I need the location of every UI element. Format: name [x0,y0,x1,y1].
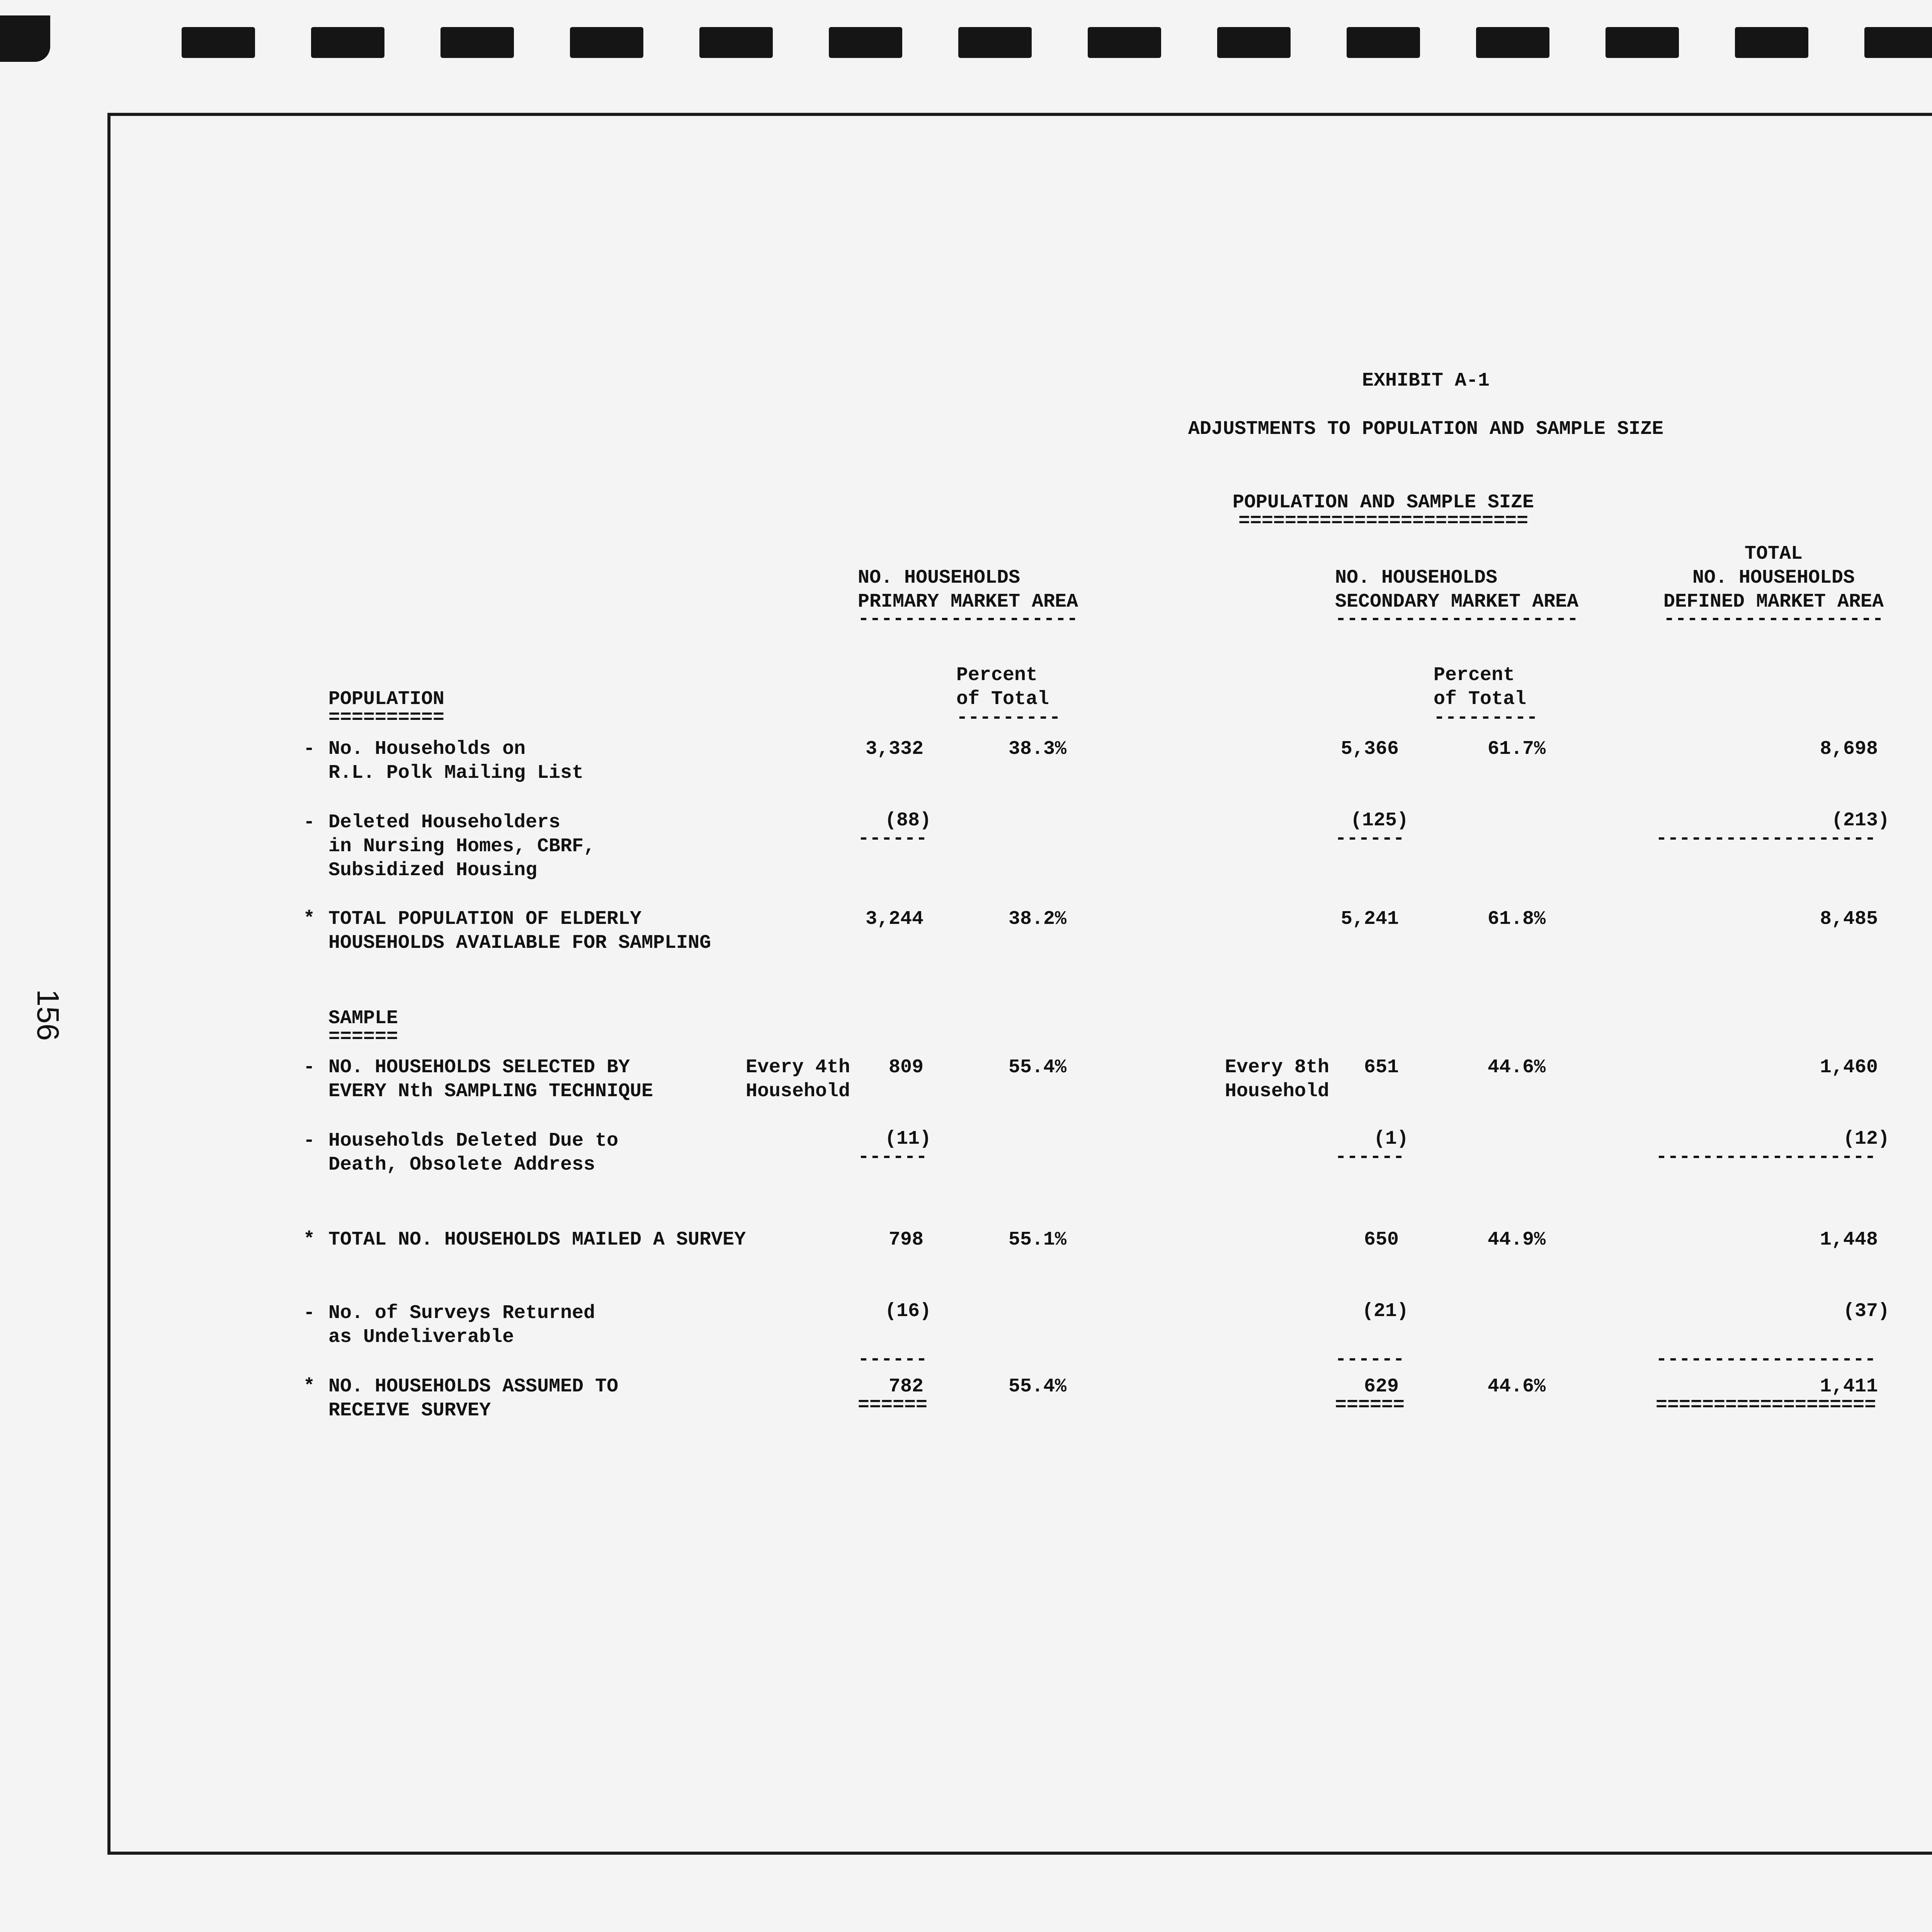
primary-value: 3,244 [865,908,923,930]
primary-percent: 55.4% [1008,1376,1066,1398]
row-label: RECEIVE SURVEY [328,1400,491,1422]
primary-header-rule: ------------------- [858,608,1078,630]
row-label: TOTAL NO. HOUSEHOLDS MAILED A SURVEY [328,1229,746,1251]
total-value: (37) [1843,1300,1889,1322]
row-label: HOUSEHOLDS AVAILABLE FOR SAMPLING [328,932,711,954]
row-marker: - [303,811,315,833]
population-heading: POPULATION [328,688,445,710]
row-label: Households Deleted Due to [328,1130,619,1152]
row-label: Death, Obsolete Address [328,1154,595,1176]
total-value: (213) [1831,810,1889,832]
perforation-hole [1217,27,1291,58]
perforation-hole [311,27,384,58]
secondary-value: 5,241 [1340,908,1399,930]
secondary-sampling-note: Household [1225,1080,1330,1102]
total-rule: ------------------- [1656,1349,1876,1371]
perforation-hole [699,27,773,58]
row-marker: * [303,1229,315,1251]
primary-percent: 38.3% [1008,738,1066,760]
secondary-rule: ------ [1335,828,1405,850]
secondary-value: 5,366 [1340,738,1399,760]
primary-percent-header1: Percent [956,664,1038,686]
total-rule: ------------------- [1656,1146,1876,1168]
perforation-hole [1864,27,1932,58]
perforation-hole [440,27,514,58]
perforation-hole [829,27,902,58]
secondary-sampling-note: Every 8th [1225,1056,1330,1078]
row-label: as Undeliverable [328,1326,514,1348]
row-label: in Nursing Homes, CBRF, [328,835,595,857]
section-title-underline: ========================= [1238,510,1529,532]
population-heading-underline: ========== [328,707,445,729]
secondary-value: 650 [1364,1229,1399,1251]
row-marker: - [303,738,315,760]
perforation-hole [1605,27,1679,58]
primary-sampling-note: Household [746,1080,850,1102]
secondary-value: (1) [1373,1128,1408,1150]
exhibit-title: EXHIBIT A-1 [1362,370,1490,392]
row-label: No. of Surveys Returned [328,1302,595,1324]
primary-rule: ------ [858,1146,928,1168]
secondary-header-rule: --------------------- [1335,608,1579,630]
total-header-line2: NO. HOUSEHOLDS [1692,567,1855,589]
total-header-rule: ------------------- [1663,608,1884,630]
row-label: NO. HOUSEHOLDS SELECTED BY [328,1056,630,1078]
perforation-hole [958,27,1032,58]
row-label: No. Households on [328,738,526,760]
row-marker: * [303,1376,315,1398]
secondary-percent-header1: Percent [1434,664,1515,686]
perforation-hole [1476,27,1549,58]
page-frame [107,113,1932,1855]
primary-percent: 55.1% [1008,1229,1066,1251]
primary-rule: ------ [858,1349,928,1371]
row-label: EVERY Nth SAMPLING TECHNIQUE [328,1080,653,1102]
row-label: R.L. Polk Mailing List [328,762,584,784]
row-marker: - [303,1302,315,1324]
primary-percent: 55.4% [1008,1056,1066,1078]
total-header-line3: DEFINED MARKET AREA [1663,591,1884,613]
perforation-hole [570,27,643,58]
secondary-percent-header2: of Total [1434,688,1527,710]
total-value: 8,485 [1820,908,1878,930]
secondary-rule: ------ [1335,1349,1405,1371]
primary-value: (16) [884,1300,931,1322]
secondary-header-line1: NO. HOUSEHOLDS [1335,567,1498,589]
total-double-rule: =================== [1656,1394,1876,1416]
perforation-hole [1347,27,1420,58]
primary-percent-header2: of Total [956,688,1049,710]
primary-value: (11) [884,1128,931,1150]
page-corner-mark [0,15,50,62]
primary-value: 782 [888,1376,923,1398]
secondary-value: 629 [1364,1376,1399,1398]
row-marker: * [303,908,315,930]
primary-value: 3,332 [865,738,923,760]
row-marker: - [303,1130,315,1152]
primary-percent-rule: --------- [956,707,1061,729]
primary-rule: ------ [858,828,928,850]
secondary-value: (21) [1362,1300,1408,1322]
primary-percent: 38.2% [1008,908,1066,930]
row-label: Subsidized Housing [328,859,537,881]
sample-heading: SAMPLE [328,1007,398,1029]
primary-value: 798 [888,1229,923,1251]
secondary-percent: 44.6% [1487,1056,1546,1078]
secondary-percent: 44.6% [1487,1376,1546,1398]
primary-value: 809 [888,1056,923,1078]
primary-double-rule: ====== [858,1394,928,1416]
row-label: NO. HOUSEHOLDS ASSUMED TO [328,1376,619,1398]
perforation-hole [1088,27,1161,58]
row-marker: - [303,1056,315,1078]
sample-heading-underline: ====== [328,1026,398,1048]
row-label: TOTAL POPULATION OF ELDERLY [328,908,642,930]
total-header-line1: TOTAL [1744,543,1803,565]
primary-sampling-note: Every 4th [746,1056,850,1078]
secondary-percent-rule: --------- [1434,707,1538,729]
secondary-percent: 61.8% [1487,908,1546,930]
total-value: 1,448 [1820,1229,1878,1251]
row-label: Deleted Householders [328,811,561,833]
total-value: (12) [1843,1128,1889,1150]
document-subtitle: ADJUSTMENTS TO POPULATION AND SAMPLE SIZE [1188,418,1664,440]
perforation-hole [182,27,255,58]
perforation-hole [1735,27,1808,58]
total-value: 1,460 [1820,1056,1878,1078]
total-rule: ------------------- [1656,828,1876,850]
page-number: 156 [31,989,65,1041]
secondary-value: (125) [1350,810,1408,832]
secondary-double-rule: ====== [1335,1394,1405,1416]
secondary-header-line2: SECONDARY MARKET AREA [1335,591,1579,613]
secondary-percent: 61.7% [1487,738,1546,760]
primary-value: (88) [884,810,931,832]
secondary-value: 651 [1364,1056,1399,1078]
section-title: POPULATION AND SAMPLE SIZE [1232,492,1534,514]
primary-header-line1: NO. HOUSEHOLDS [858,567,1020,589]
total-value: 1,411 [1820,1376,1878,1398]
primary-header-line2: PRIMARY MARKET AREA [858,591,1078,613]
total-value: 8,698 [1820,738,1878,760]
secondary-percent: 44.9% [1487,1229,1546,1251]
secondary-rule: ------ [1335,1146,1405,1168]
